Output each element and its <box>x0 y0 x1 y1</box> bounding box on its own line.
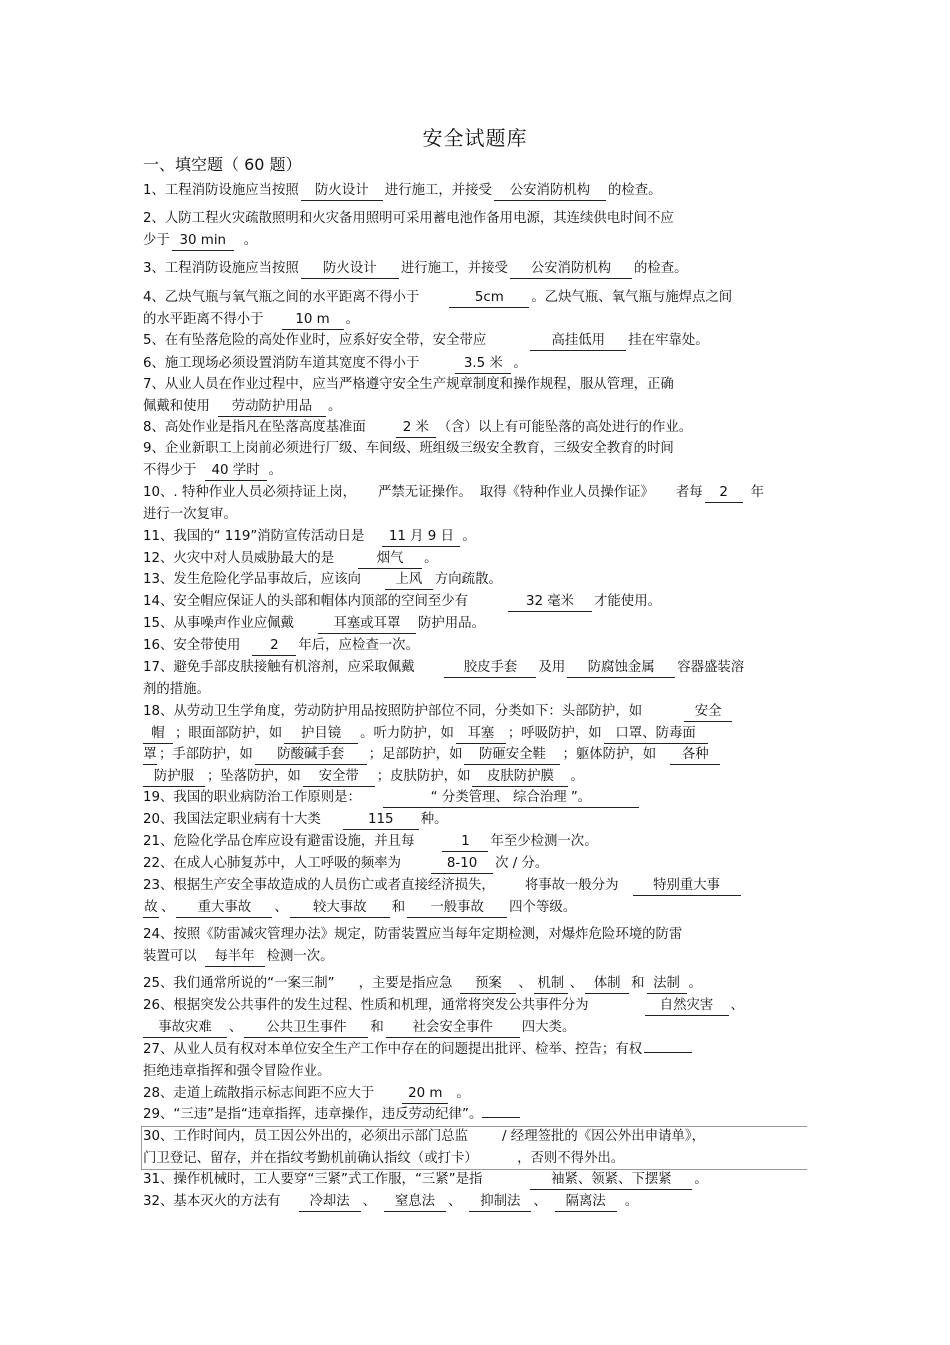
answer-blank: 2 <box>705 484 743 503</box>
question-15: 15、从事噪声作业应佩戴 耳塞或耳罩 防护用品。 <box>143 613 813 635</box>
answer-blank: 耳塞 <box>456 725 506 744</box>
question-30: 30、工作时间内，员工因公外出的，必须出示部门总监 / 经理签批的《因公外出申请单》， 门卫登记、留存，并在指纹考勤机前确认指纹（或打卡） ，否则不得外出。 <box>143 1129 705 1166</box>
answer-blank: “ 分类管理、 综合治理 ”。 <box>383 789 639 808</box>
answer-blank <box>644 1052 692 1053</box>
question-9: 9、企业新职工上岗前必须进行厂级、车间级、班组级三级安全教育，三级安全教育的时间 不得少于 40 学时 。 <box>143 438 813 481</box>
question-12: 12、火灾中对人员威胁最大的是 烟气 。 <box>143 548 813 570</box>
question-6: 6、施工现场必须设置消防车道其宽度不得小于 3.5 米 。 <box>143 353 813 375</box>
question-2: 2、人防工程火灾疏散照明和火灾备用照明可采用蓄电池作备用电源，其连续供电时间不应 少于 30 min 。 <box>143 208 813 251</box>
answer-blank: 防腐蚀金属 <box>567 659 675 678</box>
answer-blank: 5cm <box>449 289 529 308</box>
question-23: 23、根据生产安全事故造成的人员伤亡或者直接经济损失， 将事故一般分为 特别重大事 故 、 重大事故 、 较大事故 和 一般事故 四个等级。 <box>143 875 813 918</box>
question-4: 4、乙炔气瓶与氧气瓶之间的水平距离不得小于 5cm 。乙炔气瓶、氧气瓶与施焊点之间 的水平距离不得小于 10 m 。 <box>143 287 813 330</box>
answer-blank: 8-10 <box>431 855 493 874</box>
answer-blank: 一般事故 <box>407 899 507 918</box>
answer-blank: 每半年 <box>205 948 265 967</box>
question-32: 32、基本灭火的方法有 冷却法 、 窒息法 、 抑制法 、 隔离法 。 <box>143 1191 813 1213</box>
answer-blank: 烟气 <box>358 550 422 569</box>
answer-blank: 32 毫米 <box>508 593 592 612</box>
question-25: 25、我们通常所说的“一案三制” ，主要是指应急 预案 、 机制 、 体制 和 法制 。 <box>143 973 813 995</box>
answer-blank: 窒息法 <box>384 1193 446 1212</box>
answer-blank: 115 <box>343 811 419 830</box>
answer-blank: 罩 <box>143 746 157 765</box>
answer-blank: 公安消防机构 <box>510 260 632 279</box>
answer-blank: 重大事故 <box>176 899 272 918</box>
answer-blank: 事故灾难 <box>143 1019 227 1038</box>
answer-blank: 公安消防机构 <box>494 182 606 201</box>
answer-blank: 2 <box>252 637 296 656</box>
question-13: 13、发生危险化学品事故后，应该向 上风 方向疏散。 <box>143 569 813 591</box>
answer-blank: 口罩、防毒面 <box>604 725 708 744</box>
answer-blank: 耳塞或耳罩 <box>318 615 416 634</box>
answer-blank: 护目镜 <box>284 725 358 744</box>
answer-blank: 预案 <box>460 975 516 994</box>
answer-blank: 10 m <box>282 311 344 330</box>
question-31: 31、操作机械时，工人要穿“三紧”式工作服，“三紧”是指 袖紧、领紧、下摆紧 。 <box>143 1169 813 1191</box>
answer-blank: 11 月 9 日 <box>382 528 460 547</box>
answer-blank: 冷却法 <box>299 1193 361 1212</box>
answer-blank: 机制 <box>534 975 568 994</box>
question-5: 5、在有坠落危险的高处作业时，应系好安全带，安全带应 高挂低用 挂在牢靠处。 <box>143 330 813 352</box>
answer-blank: 高挂低用 <box>530 332 626 351</box>
answer-blank: 安全 <box>684 703 732 722</box>
answer-blank: 防火设计 <box>301 260 399 279</box>
question-1: 1、工程消防设施应当按照 防火设计 进行施工，并接受 公安消防机构 的检查。 <box>143 180 813 202</box>
question-21: 21、危险化学品仓库应设有避雷设施，并且每 1 年至少检测一次。 <box>143 831 813 853</box>
answer-blank: 安全带 <box>303 768 375 787</box>
answer-blank: 防火设计 <box>301 182 383 201</box>
question-8: 8、高处作业是指凡在坠落高度基准面 2 米 （含）以上有可能坠落的高处进行的作业。 <box>143 417 813 439</box>
section-heading: 一、填空题（ 60 题） <box>143 155 302 174</box>
answer-blank: 隔离法 <box>555 1193 617 1212</box>
answer-blank: 上风 <box>385 571 433 590</box>
question-18: 18、从劳动卫生学角度，劳动防护用品按照防护部位不同，分类如下：头部防护，如 安全 帽 ；眼面部防护，如 护目镜 。听力防护，如 耳塞 ；呼吸防护，如 口罩、防毒面 罩 ；手部防护，如 防酸碱手套 ；足部防护，如 防砸安全鞋 ；躯体防护，如 各种 防护服 ；坠落防护，如 安全带 ；皮肤防护，如 皮肤防护膜 。 <box>143 701 813 787</box>
answer-blank: 20 m <box>402 1085 448 1104</box>
question-11: 11、我国的“ 119”消防宣传活动日是 11 月 9 日 。 <box>143 526 813 548</box>
question-24: 24、按照《防雷减灾管理办法》规定，防雷装置应当每年定期检测，对爆炸危险环境的防雷 装置可以 每半年 检测一次。 <box>143 924 813 967</box>
answer-blank: 30 min <box>172 232 234 251</box>
question-3: 3、工程消防设施应当按照 防火设计 进行施工，并接受 公安消防机构 的检查。 <box>143 258 813 280</box>
answer-blank: 特别重大事 <box>633 877 741 896</box>
answer-blank: 公共卫生事件 <box>244 1019 368 1038</box>
answer-blank: 皮肤防护膜 <box>472 768 568 787</box>
answer-blank: 胶皮手套 <box>444 659 536 678</box>
answer-blank: 劳动防护用品 <box>218 398 326 417</box>
question-19: 19、我国的职业病防治工作原则是： “ 分类管理、 综合治理 ”。 <box>143 787 813 809</box>
question-10: 10、. 特种作业人员必须持证上岗， 严禁无证操作。 取得《特种作业人员操作证》 者每 2 年 进行一次复审。 <box>143 485 765 522</box>
answer-blank <box>482 1117 520 1118</box>
question-28: 28、走道上疏散指示标志间距不应大于 20 m 。 <box>143 1083 813 1105</box>
question-16: 16、安全带使用 2 年后，应检查一次。 <box>143 635 813 657</box>
question-20: 20、我国法定职业病有十大类 115 种。 <box>143 809 813 831</box>
question-7: 7、从业人员在作业过程中，应当严格遵守安全生产规章制度和操作规程，服从管理，正确 佩戴和使用 劳动防护用品 。 <box>143 374 813 417</box>
answer-blank: 1 <box>442 833 488 852</box>
answer-blank: 各种 <box>670 746 720 765</box>
answer-blank: 法制 <box>647 975 687 994</box>
question-29: 29、“三违”是指“违章指挥，违章操作，违反劳动纪律”。 <box>143 1104 813 1126</box>
question-22: 22、在成人心肺复苏中，人工呼吸的频率为 8-10 次 / 分。 <box>143 853 813 875</box>
question-26: 26、根据突发公共事件的发生过程、性质和机理，通常将突发公共事件分为 自然灾害 、 事故灾难 、 公共卫生事件 和 社会安全事件 四大类。 <box>143 995 813 1038</box>
answer-blank: 自然灾害 <box>645 997 729 1016</box>
answer-blank: 抑制法 <box>469 1193 531 1212</box>
question-14: 14、安全帽应保证人的头部和帽体内顶部的空间至少有 32 毫米 才能使用。 <box>143 591 813 613</box>
answer-blank: 3.5 米 <box>455 355 511 374</box>
question-17: 17、避免手部皮肤接触有机溶剂，应采取佩戴 胶皮手套 及用 防腐蚀金属 容器盛装溶 剂的措施。 <box>143 660 745 697</box>
answer-blank: 防护服 <box>143 768 205 787</box>
answer-blank: 40 学时 <box>205 462 267 481</box>
answer-blank: 帽 <box>143 725 173 744</box>
answer-blank: 防酸碱手套 <box>255 746 367 765</box>
question-27: 27、从业人员有权对本单位安全生产工作中存在的问题提出批评、检举、控告；有权 拒绝违章指挥和强令冒险作业。 <box>143 1039 813 1082</box>
answer-blank: 体制 <box>585 975 629 994</box>
answer-blank: 2 米 <box>396 419 436 438</box>
answer-blank: 袖紧、领紧、下摆紧 <box>530 1171 692 1190</box>
page-title: 安全试题库 <box>422 126 528 150</box>
answer-blank: 社会安全事件 <box>386 1019 520 1038</box>
answer-blank: 防砸安全鞋 <box>464 746 560 765</box>
answer-blank: 较大事故 <box>290 899 390 918</box>
answer-blank: 故 <box>143 899 159 918</box>
